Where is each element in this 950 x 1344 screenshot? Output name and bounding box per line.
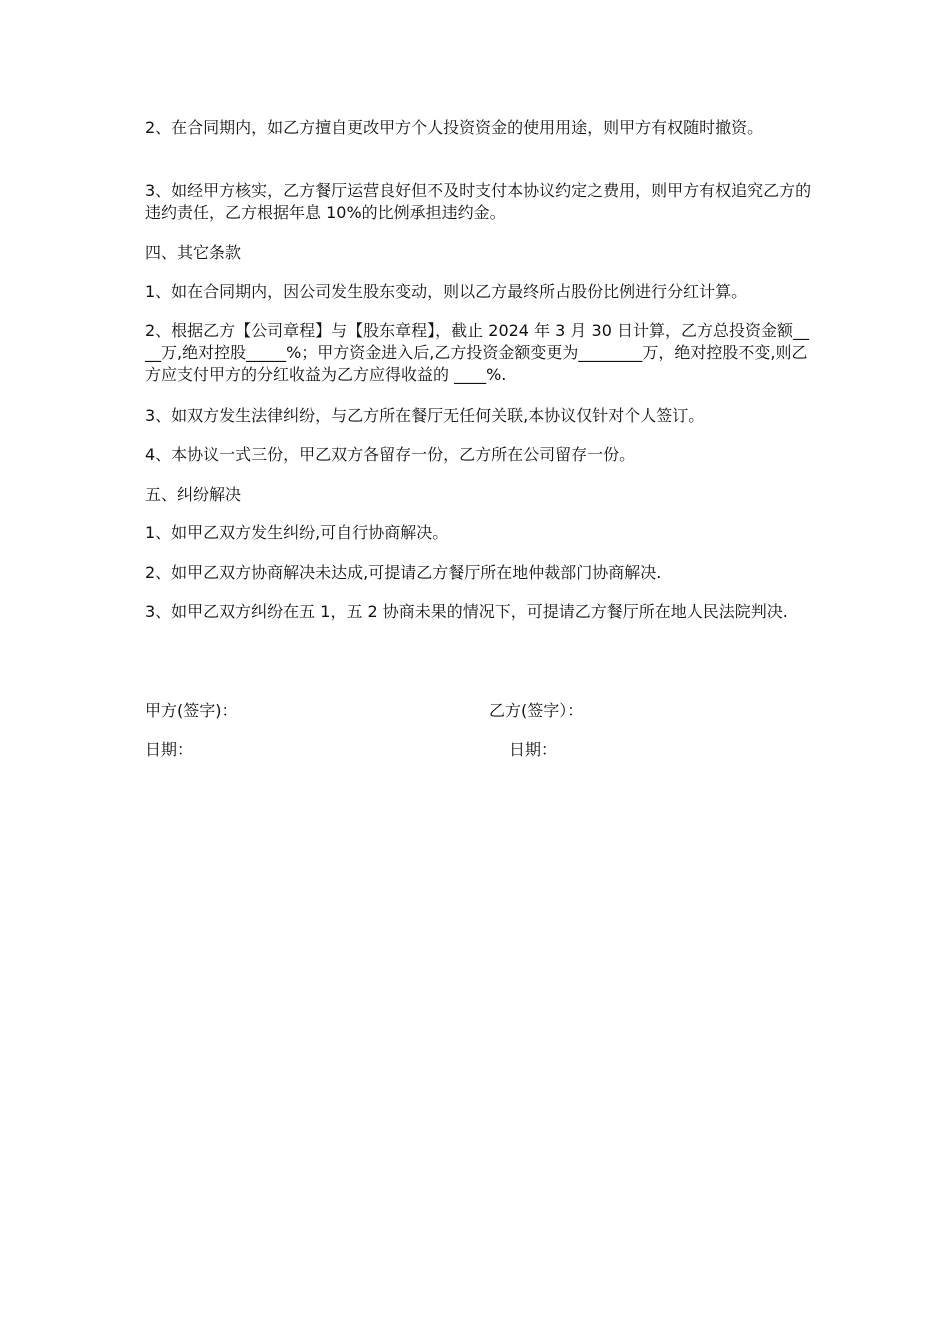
clause-2-arbitration: 2、如甲乙双方协商解决未达成,可提请乙方餐厅所在地仲裁部门协商解决. [145,563,662,582]
clause-4-copies: 4、本协议一式三份，甲乙双方各留存一份，乙方所在公司留存一份。 [145,445,636,464]
party-b-signature-label: 乙方(签字）： [489,701,584,720]
clause-2-investment-use: 2、在合同期内，如乙方擅自更改甲方个人投资资金的使用用途，则甲方有权随时撤资。 [145,118,764,137]
clause-2-articles: 2、根据乙方【公司章程】与【股东章程】，截止 2024 年 3 月 30 日计算，乙方总投资金额____万,绝对控股_____%；甲方资金进入后,乙方投资金额变更为________万，绝对控股不变,则乙方应支付甲方的分红收益为乙方应得收益的 ____%. [145,321,809,384]
section-heading-other-terms: 四、其它条款 [145,243,242,262]
party-b-date-label: 日期： [509,740,558,759]
clause-1-shareholder-change: 1、如在合同期内，因公司发生股东变动，则以乙方最终所占股份比例进行分红计算。 [145,282,748,301]
section-heading-dispute-resolution: 五、纠纷解决 [145,485,242,504]
party-a-signature-label: 甲方(签字)： [145,701,238,720]
clause-3-breach: 3、如经甲方核实，乙方餐厅运营良好但不及时支付本协议约定之费用，则甲方有权追究乙方的违约责任，乙方根据年息 10%的比例承担违约金。 [145,181,812,222]
party-a-date-label: 日期： [145,740,194,759]
clause-1-negotiation: 1、如甲乙双方发生纠纷,可自行协商解决。 [145,523,449,542]
clause-3-court: 3、如甲乙双方纠纷在五 1，五 2 协商未果的情况下，可提请乙方餐厅所在地人民法院判决. [145,602,788,621]
clause-3-legal-dispute: 3、如双方发生法律纠纷，与乙方所在餐厅无任何关联,本协议仅针对个人签订。 [145,406,705,425]
